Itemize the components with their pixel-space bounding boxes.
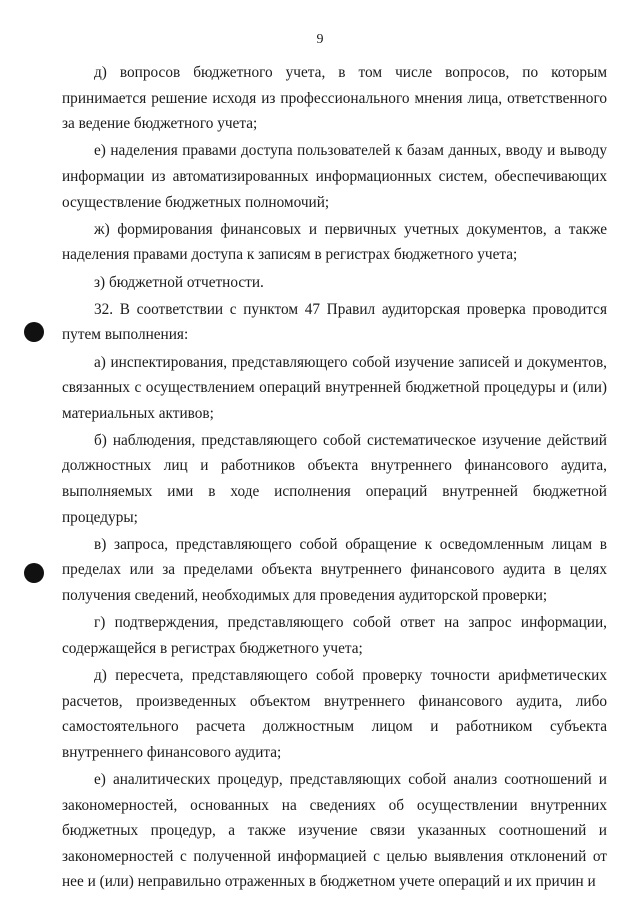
paragraph-d-accounting-questions: д) вопросов бюджетного учета, в том числе вопросов, по которым принимается решение исходя из профессионального мнения лица, ответственного за ведение бюджетного учета; bbox=[62, 64, 607, 133]
paragraph-e-access-rights: е) наделения правами доступа пользователей к базам данных, вводу и выводу информации из автоматизированных информационных систем, обеспечивающих осуществление бюджетных полномочий; bbox=[62, 142, 607, 211]
punch-hole-top bbox=[24, 322, 44, 342]
paragraph-d-recalculation: д) пересчета, представляющего собой проверку точности арифметических расчетов, произведенных объектом внутреннего финансового аудита, либо самостоятельного расчета должностным лицом и работником субъекта внутреннего финансового аудита; bbox=[62, 667, 607, 761]
paragraph-z-reporting: з) бюджетной отчетности. bbox=[94, 273, 264, 291]
paragraph-g-confirmation: г) подтверждения, представляющего собой ответ на запрос информации, содержащейся в регистрах бюджетного учета; bbox=[62, 614, 607, 657]
page-number: 9 bbox=[316, 32, 324, 47]
paragraph-b-observation: б) наблюдения, представляющего собой систематическое изучение действий должностных лиц и работников объекта внутреннего финансового аудита, выполняемых ими в ходе исполнения операций внутренней бюджетной процедуры; bbox=[62, 431, 607, 526]
punch-hole-bottom bbox=[24, 563, 44, 583]
paragraph-e-analytical-procedures: е) аналитических процедур, представляющих собой анализ соотношений и закономерностей, основанных на сведениях об осуществлении внутренних бюджетных процедур, а также изучение связи указанных соотношений и закономерностей с полученной информацией с целью выявления отклонений от нее и (или) неправильно отраженных в бюджетном учете операций и их причин и bbox=[62, 770, 607, 891]
paragraph-32-audit-methods: 32. В соответствии с пунктом 47 Правил аудиторская проверка проводится путем выполнения: bbox=[62, 300, 607, 344]
document-body bbox=[62, 60, 607, 897]
paragraph-zh-documents: ж) формирования финансовых и первичных учетных документов, а также наделения правами доступа к записям в регистрах бюджетного учета; bbox=[62, 220, 607, 264]
paragraph-a-inspection: а) инспектирования, представляющего собой изучение записей и документов, связанных с осуществлением операций внутренней бюджетной процедуры и (или) материальных активов; bbox=[62, 353, 607, 422]
paragraph-v-inquiry: в) запроса, представляющего собой обращение к осведомленным лицам в пределах или за пределами объекта внутреннего финансового аудита в целях получения сведений, необходимых для проведения аудиторской проверки; bbox=[62, 535, 607, 605]
